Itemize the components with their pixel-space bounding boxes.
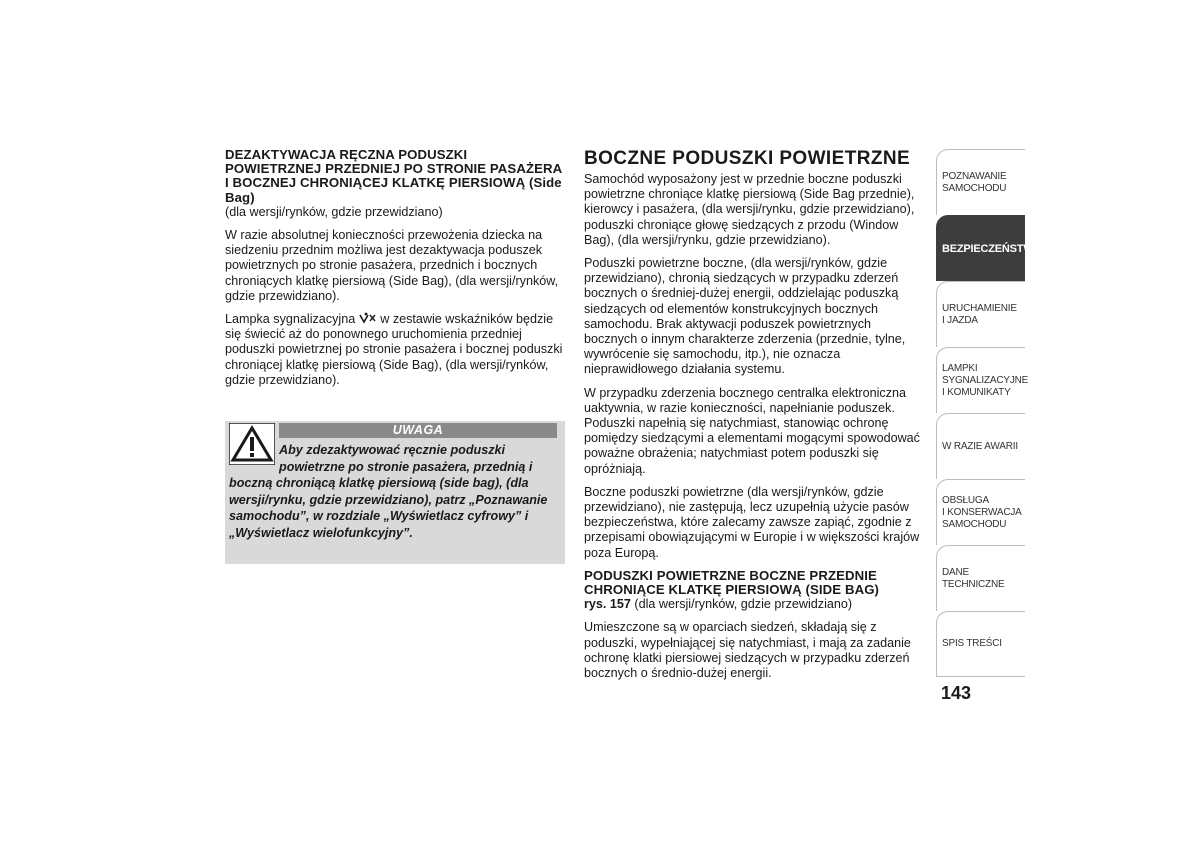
page-title: BOCZNE PODUSZKI POWIETRZNE <box>584 148 911 169</box>
paragraph: W przypadku zderzenia bocznego centralka elektroniczna uaktywnia, w razie konieczności, napełnianie poduszek. Poduszki napełnią się natychmiast, stanowiąc ochronę pomiędzy siedzącymi a elementami mogącymi spowodować poważne obrażenia; natychmiast potem poduszki się opróżniają. <box>584 385 920 476</box>
paragraph <box>225 312 565 388</box>
tab-label: LAMPKI SYGNALIZACYJNE I KOMUNIKATY <box>942 362 1029 398</box>
tab-lampki-sygnalizacyjne[interactable] <box>936 347 1029 413</box>
tab-poznawanie-samochodu[interactable] <box>936 149 1025 215</box>
tab-label: BEZPIECZEŃSTWO <box>942 242 1042 255</box>
tab-w-razie-awarii[interactable] <box>936 413 1025 479</box>
section-heading-note: (dla wersji/rynków, gdzie przewidziano) <box>225 204 443 219</box>
tab-label: POZNAWANIE SAMOCHODU <box>942 170 1007 194</box>
warning-box <box>225 421 565 564</box>
paragraph: Samochód wyposażony jest w przednie boczne poduszki powietrzne chroniące klatkę piersiową (Side Bag przednie), kierowcy i pasażera, (dla wersji/rynku, gdzie przewidziano), poduszki chroniące głowę siedzących z przodu (Window Bag), (dla wersji/rynku, gdzie przewidziano). <box>584 172 915 247</box>
airbag-off-warning-light-icon <box>359 312 377 324</box>
tab-obsluga-i-konserwacja[interactable] <box>936 479 1025 545</box>
figure-reference: rys. 157 <box>584 597 631 612</box>
section-heading: DEZAKTYWACJA RĘCZNA PODUSZKI POWIETRZNEJ PRZEDNIEJ PO STRONIE PASAŻERA I BOCZNEJ CHRONIĄCEJ KLATKĘ PIERSIOWĄ (Side Bag) <box>225 147 562 205</box>
mid-column <box>584 148 924 689</box>
paragraph: W razie absolutnej konieczności przewożenia dziecka na siedzeniu przednim możliwa jest dezaktywacja poduszek powietrznych po stronie pasażera, przednich i bocznych chroniących klatkę piersiową (Side Bag), (dla wersji/rynków, gdzie przewidziano). <box>225 228 559 303</box>
tab-label: SPIS TREŚCI <box>942 638 1002 649</box>
warning-text: Aby zdezaktywować ręcznie poduszki powietrzne po stronie pasażera, przednią i boczną chroniącą klatkę piersiową (side bag), (dla wersji/rynku, gdzie przewidziano), patrz „Poznawanie samochodu”, w rozdziale „Wyświetlacz cyfrowy” i „Wyświetlacz wielofunkcyjny”. <box>229 443 548 540</box>
left-column <box>225 148 565 396</box>
page-number: 143 <box>941 683 972 703</box>
tab-label: OBSŁUGA I KONSERWACJA SAMOCHODU <box>942 494 1022 530</box>
tab-uruchamienie-i-jazda[interactable] <box>936 281 1025 347</box>
warning-text-wrap <box>229 442 559 541</box>
tab-label: W RAZIE AWARII <box>942 440 1018 452</box>
figure-note: (dla wersji/rynków, gdzie przewidziano) <box>630 597 853 612</box>
figure-reference-line <box>584 597 924 612</box>
chapter-tabs <box>936 149 1042 677</box>
subsection-heading: PODUSZKI POWIETRZNE BOCZNE PRZEDNIE CHRONIĄCE KLATKĘ PIERSIOWĄ (SIDE BAG) <box>584 567 880 598</box>
tab-spis-tresci[interactable] <box>936 611 1025 677</box>
paragraph: Poduszki powietrzne boczne, (dla wersji/rynków, gdzie przewidziano), chronią siedzących w przypadku zderzeń bocznych o średniej-dużej energii, oddzielając poduszką siedzących od elementów konstrukcyjnych bocznych samochodu. Brak aktywacji poduszek powietrznych bocznych o innym charakterze zderzenia (przednie, tylne, wywrócenie się samochodu, itp.), nie oznacza nieprawidłowego działania systemu. <box>584 256 906 377</box>
tab-bezpieczenstwo[interactable] <box>936 215 1042 281</box>
tab-label: URUCHAMIENIE I JAZDA <box>942 302 1017 326</box>
tab-label: DANE TECHNICZNE <box>942 566 1005 590</box>
paragraph: Boczne poduszki powietrzne (dla wersji/rynków, gdzie przewidziano), nie zastępują, lecz uzupełnią użycie pasów bezpieczeństwa, które zalecamy zawsze zapiąć, zgodnie z przepisami obowiązującymi w Europie i w większości krajów poza Europą. <box>584 484 920 560</box>
text-run: Lampka sygnalizacyjna <box>225 312 359 327</box>
text-run: w zestawie wskaźników będzie się świecić aż do ponownego uruchomienia przedniej poduszki powietrznej po stronie pasażera i bocznej poduszki chroniącej klatkę piersiową (Side Bag), (dla wersji/rynków, gdzie przewidziano). <box>225 312 563 387</box>
tab-dane-techniczne[interactable] <box>936 545 1025 611</box>
warning-label: UWAGA <box>279 423 557 438</box>
paragraph: Umieszczone są w oparciach siedzeń, składają się z poduszki, wypełniającej się natychmiast, i mają za zadanie ochronę klatki piersiowej siedzących w przypadku zderzeń bocznych o średnio-dużej energii. <box>584 620 911 681</box>
